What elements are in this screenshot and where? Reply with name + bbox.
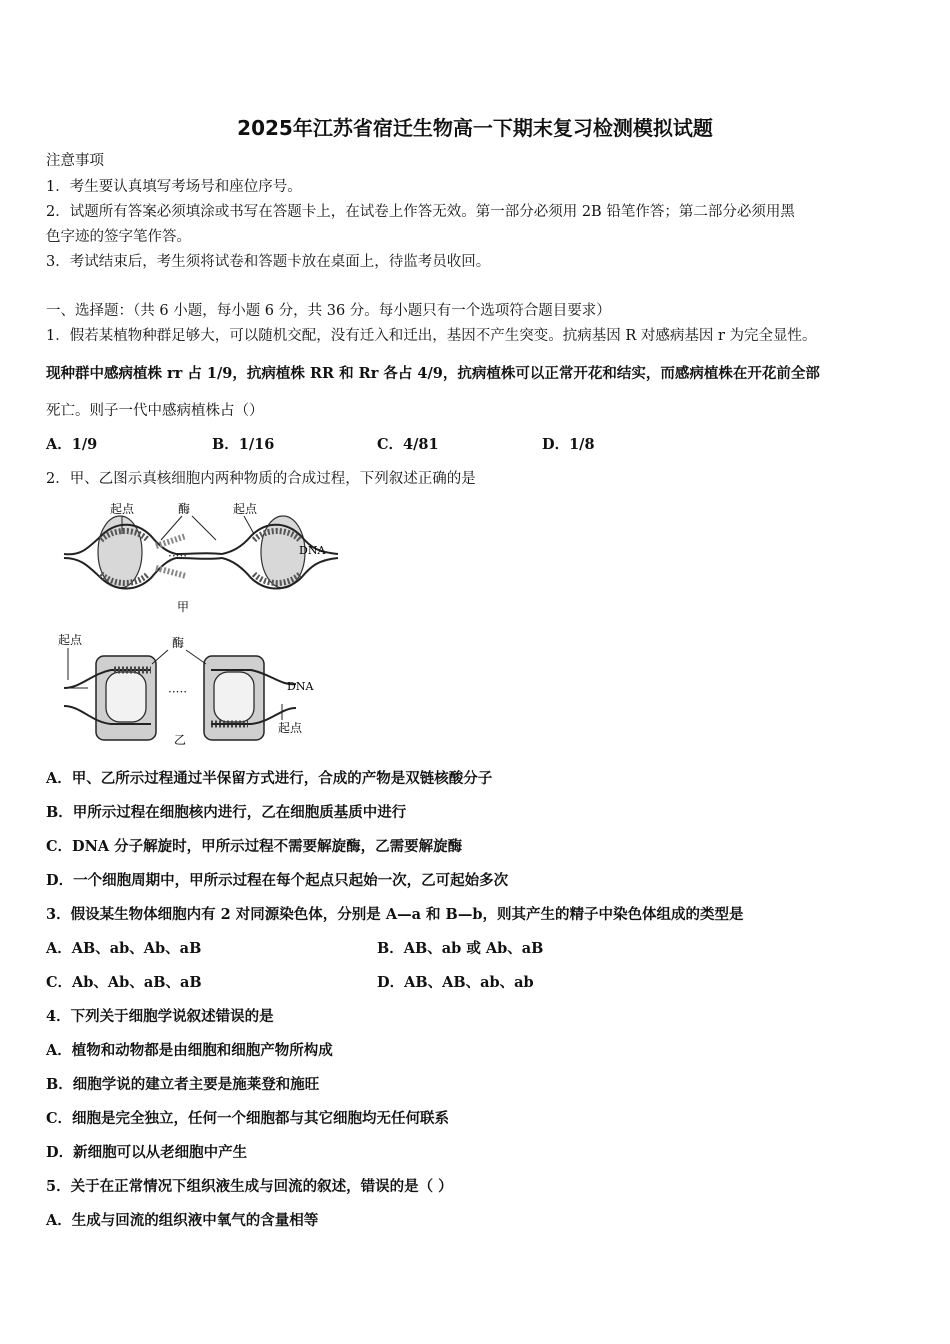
notice-heading: 注意事项 <box>46 153 104 169</box>
q1-stem-line: 死亡。则子一代中感病植株占（） <box>46 403 264 419</box>
dna-label: DNA <box>299 544 326 557</box>
q1-option-d[interactable]: D．1/8 <box>542 436 595 453</box>
q4-option-a[interactable]: A．植物和动物都是由细胞和细胞产物所构成 <box>46 1042 333 1059</box>
origin-label: 起点 <box>233 502 258 516</box>
q2-option-a[interactable]: A．甲、乙所示过程通过半保留方式进行，合成的产物是双链核酸分子 <box>46 770 493 787</box>
q1-option-a[interactable]: A．1/9 <box>46 436 98 453</box>
q4-option-b[interactable]: B．细胞学说的建立者主要是施莱登和施旺 <box>46 1076 320 1093</box>
enzyme-pointer <box>152 650 168 664</box>
q4-stem: 4．下列关于细胞学说叙述错误的是 <box>46 1008 274 1025</box>
q4-option-c[interactable]: C．细胞是完全独立，任何一个细胞都与其它细胞均无任何联系 <box>46 1110 450 1127</box>
q2-option-c[interactable]: C．DNA 分子解旋时，甲所示过程不需要解旋酶，乙需要解旋酶 <box>46 838 463 855</box>
q3-stem: 3．假设某生物体细胞内有 2 对同源染色体，分别是 A—a 和 B—b，则其产生的精子中染色体组成的类型是 <box>46 906 744 923</box>
origin-label: 起点 <box>278 721 303 735</box>
figure-yi-transcription <box>56 630 326 750</box>
q5-option-a[interactable]: A．生成与回流的组织液中氧气的含量相等 <box>46 1212 319 1229</box>
q3-option-b[interactable]: B．AB、ab 或 Ab、aB <box>377 940 544 957</box>
enzyme-label: 酶 <box>172 636 185 650</box>
q2-option-b[interactable]: B．甲所示过程在细胞核内进行，乙在细胞质基质中进行 <box>46 804 407 821</box>
origin-label: 起点 <box>110 502 135 516</box>
figure-jia-label: 甲 <box>177 600 190 614</box>
q3-option-a[interactable]: A．AB、ab、Ab、aB <box>46 940 202 957</box>
bubble-inner <box>106 672 146 722</box>
q1-option-b[interactable]: B．1/16 <box>212 436 275 453</box>
notice-item: 1．考生要认真填写考场号和座位序号。 <box>46 179 302 195</box>
notice-item: 3．考试结束后，考生须将试卷和答题卡放在桌面上，待监考员收回。 <box>46 254 491 270</box>
q2-stem: 2．甲、乙图示真核细胞内两种物质的合成过程，下列叙述正确的是 <box>46 471 476 487</box>
enzyme-label: 酶 <box>178 502 191 516</box>
notice-item: 2．试题所有答案必须填涂或书写在答题卡上，在试卷上作答无效。第一部分必须用 2B 铅笔作答；第二部分必须用黑 <box>46 204 795 220</box>
section-heading: 一、选择题：（共 6 小题，每小题 6 分，共 36 分。每小题只有一个选项符合题目要求） <box>46 303 611 319</box>
page-title: 2025年江苏省宿迁生物高一下期末复习检测模拟试题 <box>237 116 713 140</box>
q1-stem-line: 1．假若某植物种群足够大，可以随机交配，没有迁入和迁出，基因不产生突变。抗病基因 R 对感病基因 r 为完全显性。 <box>46 328 817 344</box>
q5-stem: 5．关于在正常情况下组织液生成与回流的叙述，错误的是（ ） <box>46 1178 453 1195</box>
q1-stem-line: 现种群中感病植株 rr 占 1/9，抗病植株 RR 和 Rr 各占 4/9，抗病植株可以正常开花和结实，而感病植株在开花前全部 <box>46 365 820 382</box>
dna-label: DNA <box>287 680 314 693</box>
enzyme-pointer <box>186 650 206 664</box>
enzyme-pointer <box>192 516 216 540</box>
origin-label: 起点 <box>58 633 83 647</box>
gap-dots: ····· <box>168 685 188 699</box>
origin-pointer <box>244 516 254 534</box>
gap-dots: ····· <box>168 549 188 563</box>
q3-option-c[interactable]: C．Ab、Ab、aB、aB <box>46 974 202 991</box>
q2-option-d[interactable]: D．一个细胞周期中，甲所示过程在每个起点只起始一次，乙可起始多次 <box>46 872 509 889</box>
figure-yi-label: 乙 <box>174 733 187 747</box>
q4-option-d[interactable]: D．新细胞可以从老细胞中产生 <box>46 1144 248 1161</box>
q3-option-d[interactable]: D．AB、AB、ab、ab <box>377 974 534 991</box>
q1-option-c[interactable]: C．4/81 <box>377 436 439 453</box>
notice-item: 色字迹的签字笔作答。 <box>46 229 191 245</box>
figure-jia-dna-replication <box>56 496 346 618</box>
bubble-inner <box>214 672 254 722</box>
